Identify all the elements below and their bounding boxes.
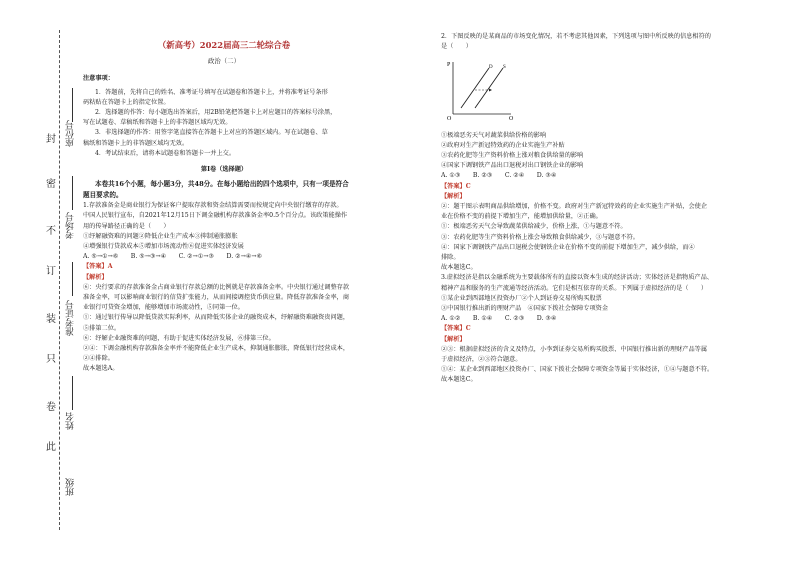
analysis-line: ③：农药化肥等生产资料价格上涨会导致粮食供给减少，③与题意不符。 [441, 233, 639, 241]
section-heading: 第Ⅰ卷（选择题） [200, 166, 248, 174]
analysis-line: ④：国家下调钢铁产品出口退税会使钢铁企业在价格不变的前提下增加生产，减少供给，而④ [441, 243, 695, 251]
class-field: 班级 [66, 478, 76, 496]
notice-line: 1．答题前，先将自己的姓名、准考证号填写在试题卷和答题卡上，并将准考证号条形 [95, 88, 328, 96]
field-underline [72, 376, 73, 410]
field-underline [72, 262, 73, 296]
analysis-label: 【解析】 [441, 192, 466, 200]
analysis-line: 故本题选C。 [441, 264, 477, 272]
binding-char: 订 [46, 266, 56, 277]
supply-curve-old [461, 68, 489, 108]
binding-char: 卷 [46, 402, 56, 413]
seat-number-field: 座位号 [66, 120, 76, 147]
analysis-line: ⑤排第二位。 [83, 324, 121, 332]
answer-label: 【答案】C [441, 325, 471, 333]
question-2-choice: ④国家下调钢铁产品出口退税对出口钢铁企业的影响 [441, 162, 584, 170]
chart-q-label: Q [509, 116, 514, 121]
question-2-line: 2．下图反映的是某商品的市场变化情况，若不考虑其他因素，下列选项与图中所反映的信息相符的 [441, 33, 711, 40]
question-2-line: 是（ ） [441, 43, 472, 51]
question-1-line: 中国人民银行宣布，自2021年12月15日下调金融机构存款准备金率0.5个百分点。该政策能操作 [83, 212, 348, 220]
exam-room-field: 考场号 [66, 212, 76, 239]
notice-line: 2．选择题的作答：每小题选出答案后，用2B铅笔把答题卡上对应题目的答案标号涂黑， [95, 109, 337, 117]
analysis-line: ①：通过银行传导以降低贷款实际利率，从而降低实体企业的融资成本，纾解融资难融资贵问题， [83, 314, 350, 322]
question-1-line: 用的传导路径正确的是（ ） [83, 222, 170, 230]
analysis-line: ②④排除。 [83, 355, 114, 363]
question-1-line: 1.存款准备金是商业银行为保证客户提取存款和资金结算需要而按规定向中央银行缴存的存款。 [83, 202, 343, 210]
section-description: 题目要求的。 [83, 191, 123, 200]
chart-p-label: P [447, 62, 451, 69]
left-column [83, 28, 365, 375]
analysis-line: 故本题选A。 [83, 365, 119, 373]
notice-line: 稿纸和答题卡上的非答题区域均无效。 [83, 139, 189, 147]
analysis-line: ②：题干图示表明商品供给增加，价格不变。政府对生产新冠特效药的企业实施生产补贴，会使企 [441, 203, 708, 211]
admission-number-field: 准考证号 [66, 300, 76, 336]
question-2-choice: ①极端恶劣天气对蔬菜供给价格的影响 [441, 131, 547, 139]
notice-line: 4．考试结束后，请将本试题卷和答题卡一并上交。 [95, 149, 236, 157]
exam-title: （新高考）2022届高三二轮综合卷 [157, 40, 291, 50]
binding-char: 装 [46, 314, 56, 325]
analysis-line: 业在价格不变的前提下增加生产，能增加供给量，②正确。 [441, 213, 602, 221]
analysis-line: ⑥：纾解企业融资难的问题，有助于促进实体经济发展，⑥排第三位。 [83, 334, 275, 342]
exam-subtitle: 政治（二） [208, 57, 240, 66]
question-3-choice: ①某企业到西部地区投资办厂②个人到证券交易所购买股票 [441, 294, 602, 302]
question-2-options: A. ①③ B. ②③ C. ②④ D. ③④ [441, 172, 557, 180]
analysis-line: ⑥：央行要求的存款准备金占商业银行存款总额的比例就是存款准备金率。中央银行通过调整存款 [83, 283, 350, 291]
analysis-line: 准备金率，可以影响商业银行的信贷扩张能力，从而间接调控货币供应量。降低存款准备金率，商 [83, 294, 350, 302]
analysis-line: ①：极端恶劣天气会导致蔬菜供给减少，价格上涨，①与题意不符。 [441, 223, 627, 231]
field-underline [72, 88, 73, 122]
analysis-line: 于虚拟经济，②③符合题意。 [441, 356, 522, 364]
analysis-label: 【解析】 [83, 273, 108, 281]
chart-d-label: D [489, 65, 493, 71]
question-3-line: 3.虚拟经济是指以金融系统为主要载体所有的直接以资本生成的经济活动；实体经济是指物质产品、 [441, 274, 713, 282]
answer-label: 【答案】A [83, 263, 113, 271]
binding-cut-line [59, 30, 60, 530]
analysis-line: 排除。 [441, 254, 460, 262]
answer-label: 【答案】C [441, 182, 471, 190]
analysis-line: 业银行可贷资金增加，能够增加市场流动性，⑤同第一位。 [83, 304, 244, 312]
binding-char: 此 [46, 442, 56, 453]
analysis-line: ②④：下调金融机构存款准备金率并不能降低企业生产成本，抑制通胀膨胀，降低银行经营成本， [83, 345, 350, 353]
field-underline [72, 176, 73, 210]
binding-char: 封 [46, 134, 56, 145]
question-1-choice: ④增强银行贷款成本⑤增加市场流动性⑥促进实体经济发展 [83, 243, 244, 251]
notice-line: 写在试题卷、草稿纸和答题卡上的非答题区域均无效。 [83, 119, 232, 127]
notice-line: 码粘贴在答题卡上的指定位置。 [83, 98, 170, 106]
chart-s-label: S [503, 65, 506, 71]
shift-arrowhead [489, 89, 492, 92]
analysis-line: 故本题选C。 [441, 376, 477, 384]
notice-heading: 注意事项： [83, 75, 114, 83]
question-3-line: 精神产品和服务的生产流通等经济活动。它们是相互依存的关系。下列属于虚拟经济的是（ ） [441, 284, 708, 292]
notice-line: 3．非选择题的作答：用签字笔直接答在答题卡上对应的答题区域内。写在试题卷、草 [95, 129, 328, 137]
binding-char: 密 [46, 179, 56, 190]
right-column [441, 32, 725, 386]
section-description: 本卷共16个小题，每小题3分，共48分。在每小题给出的四个选项中，只有一项是符合 [95, 180, 349, 189]
analysis-line: ②③：根据虚拟经济的含义及特点，小李到证券交易所购买股票、中国银行推出新的理财产品等属 [441, 345, 708, 353]
question-1-options: A. ⑤→①→⑥ B. ⑤→③→④ C. ②→①→③ D. ②→④→⑥ [83, 253, 263, 261]
question-1-choice: ①纾解融资难的问题②降低企业生产成本③抑制通胀膨胀 [83, 232, 238, 240]
question-3-choice: ③中国银行推出新的理财产品 ④国家下拨社会保障专项资金 [441, 305, 609, 313]
binding-char: 只 [46, 354, 56, 365]
supply-curve-new [475, 68, 503, 108]
question-2-choice: ②政府对生产新冠特效药的企业实施生产补贴 [441, 141, 565, 149]
question-2-choice: ③农药化肥等生产资料价格上涨对粮食供给量的影响 [441, 152, 584, 160]
name-field: 姓名 [66, 412, 76, 430]
binding-char: 不 [46, 226, 56, 237]
question-3-options: A. ①② B. ①④ C. ②③ D. ③④ [441, 315, 557, 323]
analysis-line: ①④：某企业到西部地区投资办厂、国家下拨社会保障专项资金等属于实体经济，①④与题意不符。 [441, 366, 714, 374]
analysis-label: 【解析】 [441, 335, 466, 343]
supply-shift-chart [445, 58, 515, 120]
chart-o-label: O [447, 116, 452, 121]
